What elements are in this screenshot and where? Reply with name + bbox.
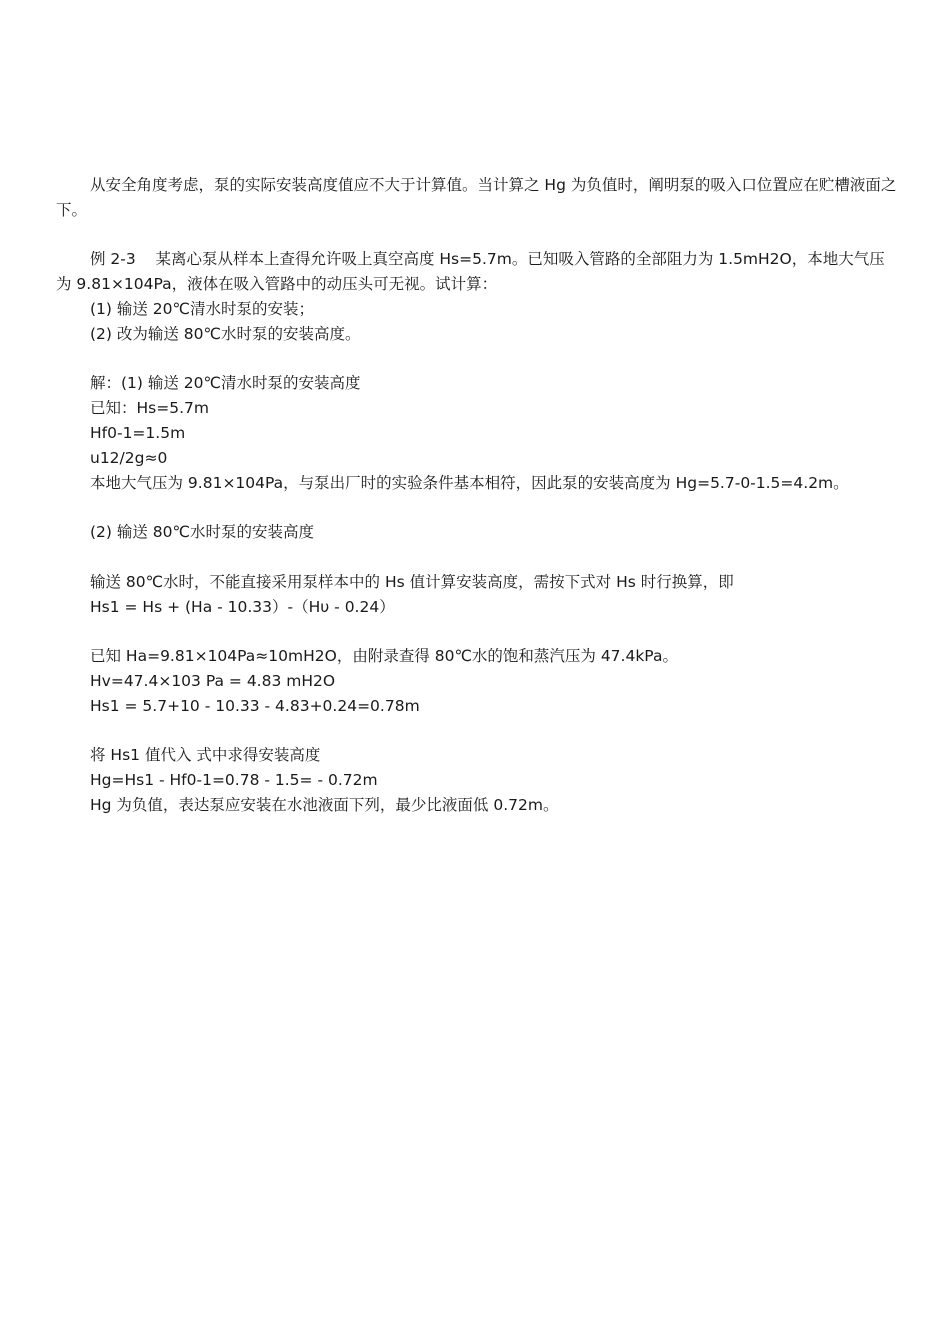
hg-value: Hg=Hs1 - Hf0-1=0.78 - 1.5= - 0.72m bbox=[90, 771, 378, 790]
known-ha: 已知 Ha=9.81×104Pa≈10mH2O，由附录查得 80℃水的饱和蒸汽压为 47.4kPa。 bbox=[90, 647, 678, 666]
part-2-text: 输送 80℃水时，不能直接采用泵样本中的 Hs 值计算安装高度，需按下式对 Hs 时行换算，即 bbox=[90, 572, 734, 591]
spacer bbox=[56, 619, 898, 644]
known-hf: Hf0-1=1.5m bbox=[90, 423, 186, 442]
question-1: (1) 输送 20℃清水时泵的安装； bbox=[90, 299, 314, 318]
solution-1-result: 本地大气压为 9.81×104Pa，与泵出厂时的实验条件基本相符，因此泵的安装高度为 Hg=5.7-0-1.5=4.2m。 bbox=[90, 473, 849, 492]
spacer bbox=[56, 495, 898, 520]
known-velocity-head: u12/2g≈0 bbox=[90, 448, 168, 467]
spacer bbox=[56, 545, 898, 570]
spacer bbox=[56, 347, 898, 372]
conclusion: Hg 为负值，表达泵应安装在水池液面下列，最少比液面低 0.72m。 bbox=[90, 795, 559, 814]
solution-heading: 解：(1) 输送 20℃清水时泵的安装高度 bbox=[90, 374, 361, 393]
substitute-text: 将 Hs1 值代入 式中求得安装高度 bbox=[90, 746, 321, 765]
hs1-value: Hs1 = 5.7+10 - 10.33 - 4.83+0.24=0.78m bbox=[90, 696, 420, 715]
document-body bbox=[56, 173, 898, 818]
example-statement: 例 2-3 某离心泵从样本上查得允许吸上真空高度 Hs=5.7m。已知吸入管路的全部阻力为 1.5mH2O，本地大气压为 9.81×104Pa，液体在吸入管路中的动压头可无视。试计算： bbox=[56, 250, 885, 294]
question-2: (2) 改为输送 80℃水时泵的安装高度。 bbox=[90, 324, 361, 343]
intro-paragraph: 从安全角度考虑，泵的实际安装高度值应不大于计算值。当计算之 Hg 为负值时，阐明泵的吸入口位置应在贮槽液面之下。 bbox=[56, 176, 897, 219]
hv-value: Hv=47.4×103 Pa = 4.83 mH2O bbox=[90, 671, 336, 690]
spacer bbox=[56, 223, 898, 248]
known-hs: 已知：Hs=5.7m bbox=[90, 399, 209, 418]
part-2-heading: (2) 输送 80℃水时泵的安装高度 bbox=[90, 523, 314, 542]
spacer bbox=[56, 719, 898, 744]
formula-hs1: Hs1 = Hs + (Ha - 10.33）-（Hυ - 0.24） bbox=[90, 597, 395, 616]
